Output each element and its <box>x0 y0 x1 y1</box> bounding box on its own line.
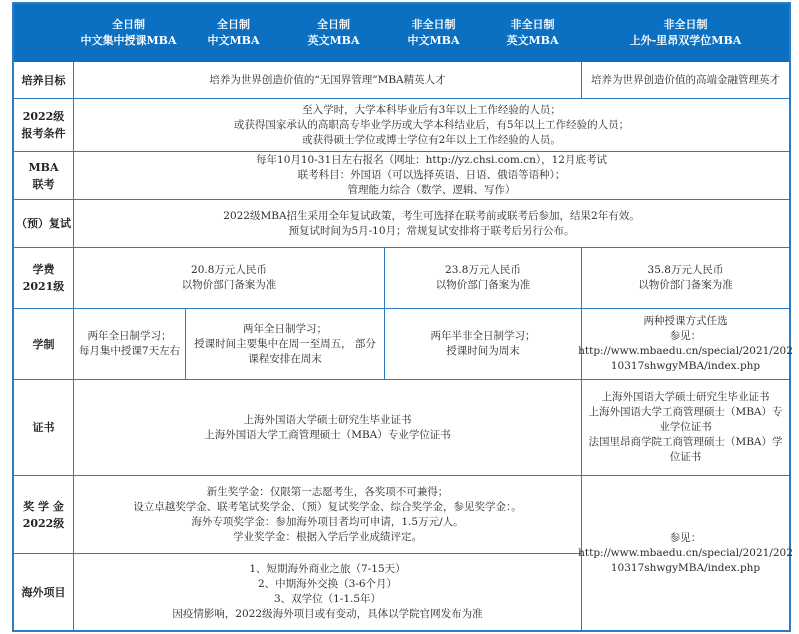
tuition-full-time <box>74 248 385 309</box>
requirements-content <box>74 99 789 152</box>
dual-url-link[interactable]: http://www.mbaedu.cn/special/2021/202 <box>578 546 793 559</box>
label-text: 2022级 <box>22 110 65 123</box>
row-label-tuition <box>14 248 74 309</box>
label-text: 证书 <box>32 421 55 434</box>
row-label-requirements <box>14 99 74 152</box>
goal-text: 培养为世界创造价值的高端金融管理英才 <box>591 73 780 86</box>
row-label-duration <box>14 309 74 380</box>
certificate-line: 位证书 <box>669 451 702 463</box>
header-ft-intensive <box>74 4 184 62</box>
duration-line: 两年全日制学习； <box>243 322 327 335</box>
dual-url-link[interactable]: 10317shwgyMBA/index.php <box>610 561 761 574</box>
label-text: 学费 <box>32 263 55 276</box>
row-label-scholarship <box>14 476 74 554</box>
exam-content <box>74 152 789 200</box>
label-text: 2021级 <box>22 280 65 293</box>
exam-line: 管理能力综合（数学、逻辑、写作） <box>347 184 516 196</box>
duration-intensive <box>74 309 186 380</box>
overseas-content <box>74 554 582 630</box>
header-pt-english <box>484 4 582 62</box>
header-ft-chinese <box>184 4 284 62</box>
duration-line: 参见： <box>669 330 702 342</box>
requirement-line: 至入学时，大学本科毕业后有3年以上工作经验的人员； <box>302 103 561 116</box>
duration-line: 每月集中授课7天左右 <box>78 345 181 357</box>
row-label-certificate <box>14 380 74 476</box>
duration-part-time <box>385 309 582 380</box>
duration-dual <box>578 309 793 380</box>
scholarship-line: 海外专项奖学金：参加海外项目者均可申请，1.5万元/人。 <box>191 515 464 528</box>
overseas-line: 1、短期海外商业之旅（7-15天） <box>249 563 406 575</box>
label-text: 联考 <box>32 177 55 191</box>
header-pt-dual-degree <box>582 4 789 62</box>
header-line: 非全日制 <box>663 17 708 31</box>
label-text: 海外项目 <box>21 585 66 599</box>
scholarship-content <box>74 476 582 554</box>
duration-line: 授课时间主要集中在周一至周五， 部分 <box>194 337 376 350</box>
label-text: MBA <box>28 160 59 174</box>
header-line: 全日制 <box>112 17 145 31</box>
tuition-note: 以物价部门备案为准 <box>181 279 277 291</box>
label-text: 学制 <box>32 337 55 351</box>
requirement-line: 或获得硕士学位或博士学位有2年以上工作经验的人员。 <box>302 133 561 146</box>
header-pt-chinese <box>384 4 484 62</box>
certificate-dual <box>582 380 789 476</box>
header-ft-english <box>284 4 384 62</box>
duration-line: 两年全日制学习； <box>87 330 172 342</box>
tuition-amount: 23.8万元人民币 <box>445 264 521 276</box>
certificate-line: 上海外国语大学工商管理硕士（MBA）专 <box>588 406 783 418</box>
certificate-line: 业学位证书 <box>659 421 712 433</box>
dual-url-link[interactable]: 10317shwgyMBA/index.php <box>610 360 761 372</box>
header-line: 英文MBA <box>307 33 360 47</box>
duration-line: 课程安排在周末 <box>248 352 322 365</box>
label-text: 报考条件 <box>21 127 66 140</box>
interview-content <box>74 200 789 248</box>
scholarship-line: 学业奖学金：根据入学后学业成绩评定。 <box>233 530 422 543</box>
tuition-amount: 20.8万元人民币 <box>191 264 267 276</box>
reference-label: 参见： <box>669 531 702 544</box>
exam-line: 联考科目：外国语（可以选择英语、日语、俄语等语种）； <box>297 169 566 181</box>
header-corner <box>14 4 74 62</box>
header-line: 全日制 <box>317 17 350 31</box>
duration-line: 授课时间为周末 <box>446 345 520 357</box>
tuition-note: 以物价部门备案为准 <box>638 279 733 291</box>
interview-line: 预复试时间为5月-10月；常规复试安排将于联考后另行公布。 <box>288 224 575 237</box>
goal-main <box>74 62 582 99</box>
header-line: 中文MBA <box>207 33 260 47</box>
tuition-dual <box>582 248 789 309</box>
dual-reference <box>578 476 793 630</box>
scholarship-line: 设立卓越奖学金、联考笔试奖学金、（预）复试奖学金、综合奖学金，参见奖学金：。 <box>133 500 522 513</box>
label-text: 培养目标 <box>21 73 66 87</box>
row-label-goal <box>14 62 74 99</box>
overseas-line: 因疫情影响，2022级海外项目或有变动，具体以学院官网发布为准 <box>172 608 483 620</box>
row-label-overseas <box>14 554 74 630</box>
goal-text: 培养为世界创造价值的“无国界管理”MBA精英人才 <box>209 73 446 86</box>
header-line: 中文集中授课MBA <box>80 33 177 47</box>
label-text: 奖 学 金 <box>23 499 64 513</box>
duration-full-time <box>186 309 385 380</box>
row-label-exam <box>14 152 74 200</box>
label-text: （预）复试 <box>16 217 71 230</box>
interview-line: 2022级MBA招生采用全年复试政策，考生可选择在联考前或联考后参加，结果2年有效。 <box>223 209 640 222</box>
scholarship-line: 新生奖学金：仅限第一志愿考生，各奖项不可兼得； <box>206 485 449 498</box>
exam-line: 每年10月10-31日左右报名（网址：http://yz.chsi.com.cn），12月底考试 <box>256 154 607 166</box>
certificate-line: 上海外国语大学硕士研究生毕业证书 <box>243 413 412 426</box>
header-line: 全日制 <box>217 17 250 31</box>
tuition-note: 以物价部门备案为准 <box>435 279 531 291</box>
duration-line: 两年半非全日制学习； <box>430 330 536 342</box>
overseas-line: 3、双学位（1-1.5年） <box>273 593 382 605</box>
header-line: 非全日制 <box>510 17 555 31</box>
header-line: 英文MBA <box>506 33 559 47</box>
certificate-line: 上海外国语大学工商管理硕士（MBA）专业学位证书 <box>204 428 451 441</box>
goal-dual <box>582 62 789 99</box>
row-label-interview <box>14 200 74 248</box>
header-line: 中文MBA <box>407 33 460 47</box>
certificate-line: 上海外国语大学硕士研究生毕业证书 <box>601 391 770 403</box>
certificate-line: 法国里昂商学院工商管理硕士（MBA）学 <box>588 436 783 448</box>
label-text: 2022级 <box>22 516 65 530</box>
tuition-amount: 35.8万元人民币 <box>647 264 724 276</box>
requirement-line: 或获得国家承认的高职高专毕业学历或大学本科结业后，有5年以上工作经验的人员； <box>233 118 630 131</box>
dual-url-link[interactable]: http://www.mbaedu.cn/special/2021/202 <box>578 345 793 357</box>
tuition-part-time <box>385 248 582 309</box>
header-line: 非全日制 <box>411 17 456 31</box>
overseas-line: 2、中期海外交换（3-6个月） <box>257 578 398 590</box>
duration-line: 两种授课方式任选 <box>643 315 728 327</box>
certificate-main <box>74 380 582 476</box>
header-line: 上外-里昂双学位MBA <box>629 33 742 47</box>
mba-comparison-table <box>12 2 791 632</box>
